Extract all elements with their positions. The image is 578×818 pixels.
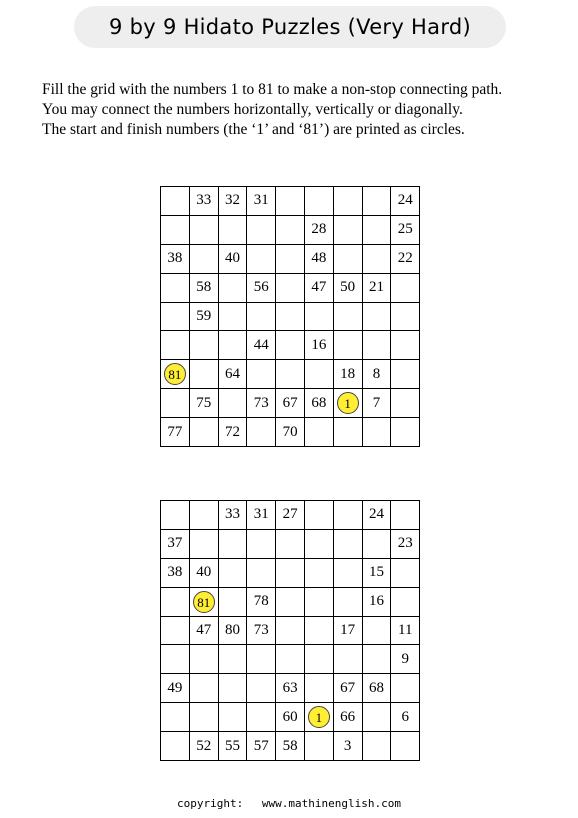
empty-cell[interactable] bbox=[362, 418, 391, 447]
empty-cell[interactable] bbox=[391, 501, 420, 530]
empty-cell[interactable] bbox=[391, 331, 420, 360]
circled-number: 81 bbox=[193, 591, 215, 613]
empty-cell[interactable] bbox=[391, 558, 420, 587]
empty-cell[interactable] bbox=[362, 244, 391, 273]
grid-row bbox=[161, 389, 420, 418]
given-cell: 56 bbox=[247, 273, 276, 302]
given-cell: 63 bbox=[276, 674, 305, 703]
circled-number: 1 bbox=[337, 392, 359, 414]
empty-cell[interactable] bbox=[362, 529, 391, 558]
given-cell: 33 bbox=[218, 501, 247, 530]
empty-cell[interactable] bbox=[218, 389, 247, 418]
empty-cell[interactable] bbox=[218, 273, 247, 302]
empty-cell[interactable] bbox=[362, 187, 391, 216]
given-cell: 49 bbox=[161, 674, 190, 703]
given-cell: 11 bbox=[391, 616, 420, 645]
given-cell: 59 bbox=[189, 302, 218, 331]
given-cell: 72 bbox=[218, 418, 247, 447]
empty-cell[interactable] bbox=[333, 558, 362, 587]
empty-cell[interactable] bbox=[218, 645, 247, 674]
given-cell: 73 bbox=[247, 389, 276, 418]
empty-cell[interactable] bbox=[391, 360, 420, 389]
empty-cell[interactable] bbox=[276, 215, 305, 244]
given-cell: 6 bbox=[391, 703, 420, 732]
empty-cell[interactable] bbox=[304, 732, 333, 761]
given-cell: 70 bbox=[276, 418, 305, 447]
empty-cell[interactable] bbox=[276, 645, 305, 674]
given-cell bbox=[161, 360, 190, 389]
grid-row bbox=[161, 529, 420, 558]
given-cell: 80 bbox=[218, 616, 247, 645]
instructions bbox=[42, 80, 562, 140]
given-cell: 7 bbox=[362, 389, 391, 418]
page-title-text: 9 by 9 Hidato Puzzles (Very Hard) bbox=[108, 15, 472, 39]
given-cell: 64 bbox=[218, 360, 247, 389]
grid-row bbox=[161, 244, 420, 273]
grid-row bbox=[161, 587, 420, 616]
given-cell: 9 bbox=[391, 645, 420, 674]
empty-cell[interactable] bbox=[276, 616, 305, 645]
empty-cell[interactable] bbox=[304, 302, 333, 331]
empty-cell[interactable] bbox=[247, 703, 276, 732]
grid-row bbox=[161, 558, 420, 587]
given-cell: 8 bbox=[362, 360, 391, 389]
given-cell: 15 bbox=[362, 558, 391, 587]
given-cell: 40 bbox=[189, 558, 218, 587]
given-cell: 33 bbox=[189, 187, 218, 216]
empty-cell[interactable] bbox=[161, 215, 190, 244]
given-cell: 58 bbox=[189, 273, 218, 302]
website-link[interactable]: www.mathinenglish.com bbox=[261, 797, 401, 810]
given-cell: 47 bbox=[189, 616, 218, 645]
grid-row bbox=[161, 616, 420, 645]
instruction-line: Fill the grid with the numbers 1 to 81 to make a non-stop connecting path. bbox=[42, 81, 503, 98]
empty-cell[interactable] bbox=[189, 529, 218, 558]
given-cell: 68 bbox=[362, 674, 391, 703]
empty-cell[interactable] bbox=[218, 587, 247, 616]
empty-cell[interactable] bbox=[161, 302, 190, 331]
copyright-label: copyright: bbox=[177, 797, 244, 810]
given-cell: 31 bbox=[247, 187, 276, 216]
grid-row bbox=[161, 703, 420, 732]
empty-cell[interactable] bbox=[247, 418, 276, 447]
grid-row bbox=[161, 501, 420, 530]
empty-cell[interactable] bbox=[304, 187, 333, 216]
given-cell: 28 bbox=[304, 215, 333, 244]
grid-row bbox=[161, 273, 420, 302]
empty-cell[interactable] bbox=[333, 418, 362, 447]
empty-cell[interactable] bbox=[247, 215, 276, 244]
given-cell: 67 bbox=[333, 674, 362, 703]
empty-cell[interactable] bbox=[276, 558, 305, 587]
empty-cell[interactable] bbox=[247, 302, 276, 331]
empty-cell[interactable] bbox=[247, 558, 276, 587]
grid-row bbox=[161, 302, 420, 331]
empty-cell[interactable] bbox=[304, 616, 333, 645]
empty-cell[interactable] bbox=[391, 587, 420, 616]
given-cell: 73 bbox=[247, 616, 276, 645]
empty-cell[interactable] bbox=[304, 501, 333, 530]
empty-cell[interactable] bbox=[161, 187, 190, 216]
empty-cell[interactable] bbox=[333, 501, 362, 530]
given-cell: 58 bbox=[276, 732, 305, 761]
circled-number: 1 bbox=[308, 706, 330, 728]
empty-cell[interactable] bbox=[362, 732, 391, 761]
empty-cell[interactable] bbox=[161, 501, 190, 530]
empty-cell[interactable] bbox=[161, 645, 190, 674]
given-cell: 57 bbox=[247, 732, 276, 761]
given-cell: 17 bbox=[333, 616, 362, 645]
given-cell: 25 bbox=[391, 215, 420, 244]
empty-cell[interactable] bbox=[276, 302, 305, 331]
empty-cell[interactable] bbox=[304, 674, 333, 703]
empty-cell[interactable] bbox=[161, 273, 190, 302]
empty-cell[interactable] bbox=[362, 331, 391, 360]
given-cell: 75 bbox=[189, 389, 218, 418]
grid-row bbox=[161, 674, 420, 703]
given-cell: 31 bbox=[247, 501, 276, 530]
empty-cell[interactable] bbox=[218, 558, 247, 587]
given-cell bbox=[189, 587, 218, 616]
empty-cell[interactable] bbox=[247, 529, 276, 558]
empty-cell[interactable] bbox=[276, 273, 305, 302]
empty-cell[interactable] bbox=[391, 273, 420, 302]
empty-cell[interactable] bbox=[189, 418, 218, 447]
given-cell bbox=[333, 389, 362, 418]
empty-cell[interactable] bbox=[161, 616, 190, 645]
empty-cell[interactable] bbox=[247, 360, 276, 389]
given-cell: 68 bbox=[304, 389, 333, 418]
empty-cell[interactable] bbox=[218, 674, 247, 703]
empty-cell[interactable] bbox=[218, 331, 247, 360]
empty-cell[interactable] bbox=[333, 331, 362, 360]
empty-cell[interactable] bbox=[362, 645, 391, 674]
given-cell: 38 bbox=[161, 558, 190, 587]
empty-cell[interactable] bbox=[247, 645, 276, 674]
given-cell bbox=[304, 703, 333, 732]
empty-cell[interactable] bbox=[304, 587, 333, 616]
empty-cell[interactable] bbox=[362, 616, 391, 645]
given-cell: 16 bbox=[304, 331, 333, 360]
empty-cell[interactable] bbox=[218, 302, 247, 331]
empty-cell[interactable] bbox=[218, 529, 247, 558]
empty-cell[interactable] bbox=[189, 331, 218, 360]
empty-cell[interactable] bbox=[304, 418, 333, 447]
empty-cell[interactable] bbox=[276, 187, 305, 216]
empty-cell[interactable] bbox=[161, 331, 190, 360]
given-cell: 37 bbox=[161, 529, 190, 558]
empty-cell[interactable] bbox=[391, 674, 420, 703]
empty-cell[interactable] bbox=[333, 302, 362, 331]
given-cell: 60 bbox=[276, 703, 305, 732]
hidato-grid-1 bbox=[160, 186, 420, 447]
empty-cell[interactable] bbox=[391, 732, 420, 761]
footer bbox=[0, 797, 578, 810]
empty-cell[interactable] bbox=[161, 389, 190, 418]
given-cell: 77 bbox=[161, 418, 190, 447]
empty-cell[interactable] bbox=[189, 360, 218, 389]
instruction-line: You may connect the numbers horizontally, vertically or diagonally. bbox=[42, 101, 463, 118]
grid-row bbox=[161, 215, 420, 244]
given-cell: 21 bbox=[362, 273, 391, 302]
given-cell: 16 bbox=[362, 587, 391, 616]
given-cell: 27 bbox=[276, 501, 305, 530]
empty-cell[interactable] bbox=[333, 645, 362, 674]
empty-cell[interactable] bbox=[304, 558, 333, 587]
empty-cell[interactable] bbox=[333, 529, 362, 558]
empty-cell[interactable] bbox=[189, 674, 218, 703]
given-cell: 32 bbox=[218, 187, 247, 216]
given-cell: 38 bbox=[161, 244, 190, 273]
empty-cell[interactable] bbox=[161, 703, 190, 732]
empty-cell[interactable] bbox=[276, 529, 305, 558]
empty-cell[interactable] bbox=[276, 331, 305, 360]
grid-row bbox=[161, 645, 420, 674]
empty-cell[interactable] bbox=[391, 389, 420, 418]
empty-cell[interactable] bbox=[189, 215, 218, 244]
given-cell: 22 bbox=[391, 244, 420, 273]
empty-cell[interactable] bbox=[247, 674, 276, 703]
given-cell: 40 bbox=[218, 244, 247, 273]
page-title bbox=[74, 6, 506, 48]
given-cell: 24 bbox=[391, 187, 420, 216]
empty-cell[interactable] bbox=[276, 360, 305, 389]
grid-row bbox=[161, 732, 420, 761]
grid-row bbox=[161, 331, 420, 360]
empty-cell[interactable] bbox=[189, 645, 218, 674]
empty-cell[interactable] bbox=[391, 418, 420, 447]
given-cell: 78 bbox=[247, 587, 276, 616]
given-cell: 23 bbox=[391, 529, 420, 558]
grid-row bbox=[161, 418, 420, 447]
given-cell: 18 bbox=[333, 360, 362, 389]
empty-cell[interactable] bbox=[161, 732, 190, 761]
given-cell: 52 bbox=[189, 732, 218, 761]
empty-cell[interactable] bbox=[333, 215, 362, 244]
given-cell: 24 bbox=[362, 501, 391, 530]
given-cell: 47 bbox=[304, 273, 333, 302]
empty-cell[interactable] bbox=[161, 587, 190, 616]
empty-cell[interactable] bbox=[189, 244, 218, 273]
grid-row bbox=[161, 187, 420, 216]
empty-cell[interactable] bbox=[218, 703, 247, 732]
empty-cell[interactable] bbox=[218, 215, 247, 244]
empty-cell[interactable] bbox=[333, 587, 362, 616]
given-cell: 48 bbox=[304, 244, 333, 273]
empty-cell[interactable] bbox=[189, 501, 218, 530]
given-cell: 44 bbox=[247, 331, 276, 360]
instruction-line: The start and finish numbers (the ‘1’ and ‘81’) are printed as circles. bbox=[42, 121, 465, 138]
empty-cell[interactable] bbox=[189, 703, 218, 732]
given-cell: 55 bbox=[218, 732, 247, 761]
given-cell: 66 bbox=[333, 703, 362, 732]
empty-cell[interactable] bbox=[333, 244, 362, 273]
empty-cell[interactable] bbox=[247, 244, 276, 273]
empty-cell[interactable] bbox=[391, 302, 420, 331]
empty-cell[interactable] bbox=[362, 215, 391, 244]
empty-cell[interactable] bbox=[304, 360, 333, 389]
empty-cell[interactable] bbox=[276, 587, 305, 616]
given-cell: 67 bbox=[276, 389, 305, 418]
empty-cell[interactable] bbox=[333, 187, 362, 216]
empty-cell[interactable] bbox=[362, 703, 391, 732]
circled-number: 81 bbox=[164, 363, 186, 385]
empty-cell[interactable] bbox=[304, 645, 333, 674]
given-cell: 3 bbox=[333, 732, 362, 761]
empty-cell[interactable] bbox=[304, 529, 333, 558]
empty-cell[interactable] bbox=[362, 302, 391, 331]
grid-row bbox=[161, 360, 420, 389]
given-cell: 50 bbox=[333, 273, 362, 302]
hidato-grid-2 bbox=[160, 500, 420, 761]
empty-cell[interactable] bbox=[276, 244, 305, 273]
